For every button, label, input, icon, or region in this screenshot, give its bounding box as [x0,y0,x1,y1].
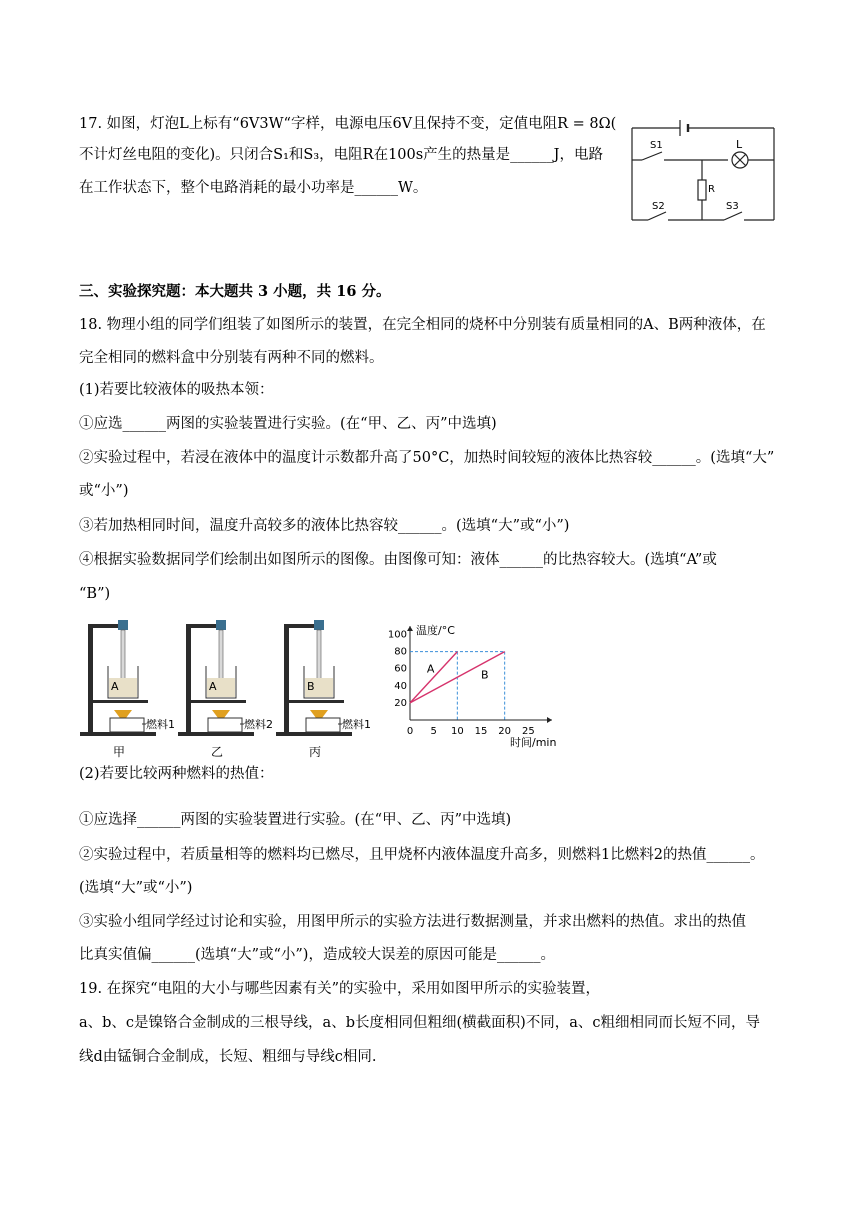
q18-part1-b2: 或“小”) [79,483,129,499]
q17-line-3: 在工作状态下，整个电路消耗的最小功率是______W。 [79,180,428,196]
flame-icon [212,710,230,718]
liquid-label: A [209,680,217,693]
q18-part1-a: ①应选______两图的实验装置进行实验。(在“甲、乙、丙”中选填) [79,416,497,432]
q18-part1-d2: “B”) [79,586,111,602]
y-axis-arrow [407,626,413,631]
q18-line-2: 完全相同的燃料盒中分别装有两种不同的燃料。 [79,350,384,366]
clamp [314,620,324,630]
q18-line-1: 18. 物理小组的同学们组装了如图所示的装置，在完全相同的烧杯中分别装有质量相同的A、B两种液体，在 [79,317,766,333]
fuel-box [110,718,144,732]
y-tick-label: 20 [394,697,407,709]
x-tick-label: 0 [406,726,414,737]
resistor-icon [698,180,706,200]
y-tick-label: 80 [394,646,407,658]
q17-line-2: 不计灯丝电阻的变化)。只闭合S₁和S₃，电阻R在100s产生的热量是______J，电路 [79,147,603,163]
fuel-box [208,718,242,732]
apparatus-3 [276,620,371,759]
fuel-label: 燃料1 [342,718,371,731]
figure-caption: 乙 [211,745,224,759]
ring-support [186,700,246,703]
q18-part1-title: (1)若要比较液体的吸热本领： [79,382,274,398]
x-axis-label: 时间/min [510,736,557,749]
q18-part2-a: ①应选择______两图的实验装置进行实验。(在“甲、乙、丙”中选填) [79,812,512,828]
stand-pole [284,624,289,736]
switch-s1 [642,152,662,160]
x-tick-label: 20 [498,726,512,737]
clamp [216,620,226,630]
x-tick-label: 15 [474,726,488,737]
q18-part1-b: ②实验过程中，若浸在液体中的温度计示数都升高了50°C，加热时间较短的液体比热容较______。(选填“大” [79,450,775,466]
x-axis-arrow [547,717,552,723]
ring-support [88,700,148,703]
flame-icon [310,710,328,718]
y-axis-label: 温度/°C [416,624,455,637]
section-3-heading: 三、实验探究题：本大题共 3 小题，共 16 分。 [79,283,391,300]
y-tick-label: 60 [394,663,407,675]
fuel-label: 燃料1 [146,718,175,731]
liquid-label: A [111,680,119,693]
series-line-A [410,652,457,703]
figure-caption: 丙 [309,745,322,759]
apparatus-figures [80,620,380,762]
s2-label: S2 [652,201,665,212]
s3-label: S3 [726,201,739,212]
figure-caption: 甲 [113,745,126,759]
clamp [118,620,128,630]
q18-part1-c: ③若加热相同时间，温度升高较多的液体比热容较______。(选填“大”或“小”) [79,518,570,534]
circuit-diagram [628,114,780,226]
switch-s2 [648,212,666,220]
q19-line-2: a、b、c是镍铬合金制成的三根导线，a、b长度相同但粗细(横截面积)不同，a、c粗细相同而长短不同，导 [79,1015,761,1031]
y-tick-label: 40 [394,680,407,692]
fuel-box [306,718,340,732]
flame-icon [114,710,132,718]
switch-s3 [724,212,742,220]
q18-part2-b: ②实验过程中，若质量相等的燃料均已燃尽，且甲烧杯内液体温度升高多，则燃料1比燃料2的热值______。 [79,847,765,863]
temperature-time-chart [382,620,572,752]
x-tick-label: 10 [450,726,464,737]
lamp-label: L [736,138,743,151]
fuel-label: 燃料2 [244,718,273,731]
s1-label: S1 [650,140,663,151]
series-label-B: B [481,668,489,682]
stand-pole [186,624,191,736]
q18-part2-title: (2)若要比较两种燃料的热值： [79,766,274,782]
x-tick-label: 25 [521,726,535,737]
apparatus-2 [178,620,273,759]
q19-line-1: 19. 在探究“电阻的大小与哪些因素有关”的实验中，采用如图甲所示的实验装置， [79,981,600,997]
q19-line-3: 线d由锰铜合金制成，长短、粗细与导线c相同. [79,1049,377,1065]
apparatus-1 [80,620,175,759]
x-tick-label: 5 [430,726,437,737]
y-tick-label: 100 [387,629,407,641]
q18-part1-d: ④根据实验数据同学们绘制出如图所示的图像。由图像可知：液体______的比热容较大。(选填“A”或 [79,552,717,568]
resistor-label: R [708,184,715,195]
liquid-label: B [307,680,315,693]
q18-part2-b2: (选填“大”或“小”) [79,880,193,896]
q18-part2-c: ③实验小组同学经过讨论和实验，用图甲所示的实验方法进行数据测量，并求出燃料的热值。求出的热值 [79,914,746,930]
q18-part2-c2: 比真实值偏______(选填“大”或“小”)，造成较大误差的原因可能是______。 [79,947,555,963]
ring-support [284,700,344,703]
stand-base [178,732,254,736]
stand-base [80,732,156,736]
q17-line-1: 17. 如图，灯泡L上标有“6V3W“字样，电源电压6V且保持不变，定值电阻R = 8Ω( [79,116,617,132]
stand-base [276,732,352,736]
series-label-A: A [426,662,435,676]
stand-pole [88,624,93,736]
